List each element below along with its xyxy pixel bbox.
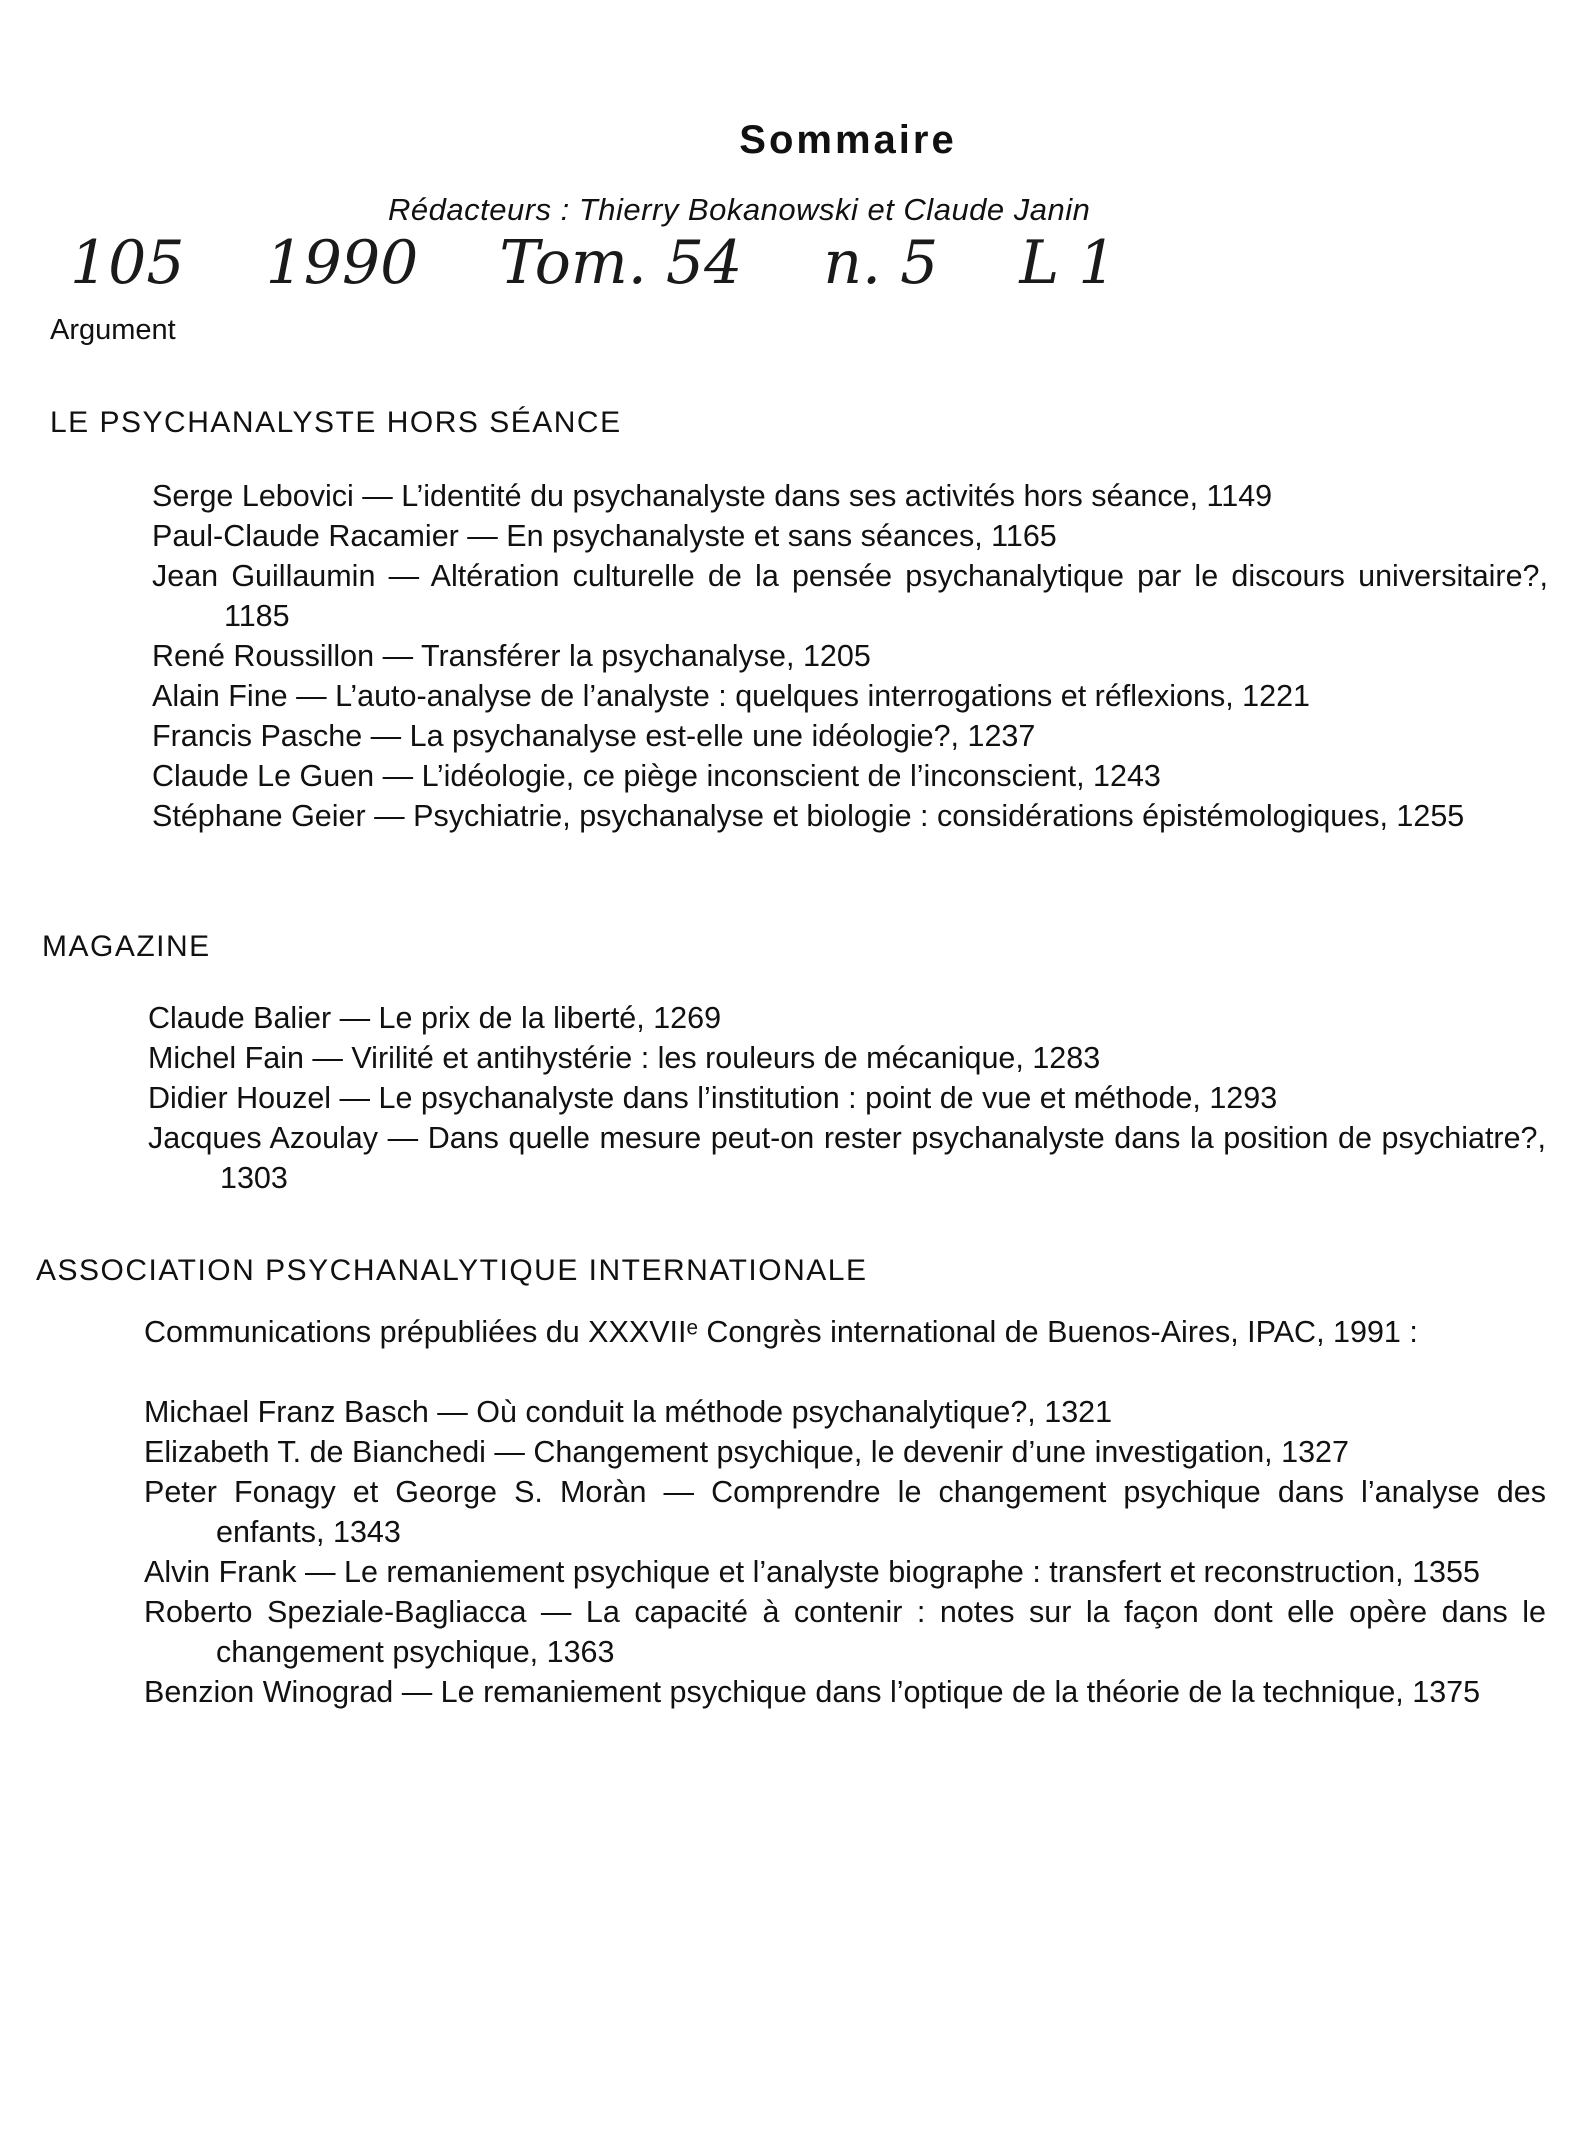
handwritten-annotation: [70, 228, 1178, 298]
section-entries-psychanalyste: [152, 476, 1548, 836]
toc-entry: Stéphane Geier — Psychiatrie, psychanalyse et biologie : considérations épistémologiques, 1255: [152, 799, 1465, 833]
handwritten-code: L 1: [1019, 228, 1117, 298]
toc-entry: Peter Fonagy et George S. Moràn — Comprendre le changement psychique dans l’analyse des enfants, 1343: [144, 1475, 1546, 1549]
congress-intro: Communications prépubliées du XXXVIIᵉ Congrès international de Buenos-Aires, IPAC, 1991 :: [144, 1315, 1418, 1349]
toc-entry: Paul-Claude Racamier — En psychanalyste et sans séances, 1165: [152, 519, 1057, 553]
toc-entry: Jean Guillaumin — Altération culturelle de la pensée psychanalytique par le discours universitaire?, 1185: [152, 559, 1548, 633]
handwritten-number: 105: [70, 228, 185, 298]
toc-entry: Elizabeth T. de Bianchedi — Changement psychique, le devenir d’une investigation, 1327: [144, 1435, 1349, 1469]
section-entries-magazine: [148, 998, 1546, 1198]
argument-label: Argument: [50, 314, 176, 346]
toc-entry: Francis Pasche — La psychanalyse est-elle une idéologie?, 1237: [152, 719, 1036, 753]
toc-entry: Claude Balier — Le prix de la liberté, 1269: [148, 1001, 722, 1035]
toc-entry: Claude Le Guen — L’idéologie, ce piège inconscient de l’inconscient, 1243: [152, 759, 1161, 793]
toc-entry: Alvin Frank — Le remaniement psychique et l’analyste biographe : transfert et reconstruction, 1355: [144, 1555, 1480, 1589]
section-entries-association: [144, 1312, 1546, 1712]
toc-entry: Didier Houzel — Le psychanalyste dans l’institution : point de vue et méthode, 1293: [148, 1081, 1278, 1115]
section-heading-magazine: MAGAZINE: [42, 930, 211, 963]
section-heading-association: ASSOCIATION PSYCHANALYTIQUE INTERNATIONALE: [36, 1254, 868, 1287]
editors-line: Rédacteurs : Thierry Bokanowski et Claude Janin: [388, 192, 1091, 227]
toc-entry: René Roussillon — Transférer la psychanalyse, 1205: [152, 639, 871, 673]
toc-entry: Roberto Speziale-Bagliacca — La capacité à contenir : notes sur la façon dont elle opère dans le changement psychique, 1363: [144, 1595, 1546, 1669]
handwritten-year: 1990: [265, 228, 419, 298]
toc-entry: Alain Fine — L’auto-analyse de l’analyste : quelques interrogations et réflexions, 1221: [152, 679, 1311, 713]
toc-entry: Jacques Azoulay — Dans quelle mesure peut-on rester psychanalyste dans la position de psychiatre?, 1303: [148, 1121, 1546, 1195]
toc-entry: Michael Franz Basch — Où conduit la méthode psychanalytique?, 1321: [144, 1395, 1113, 1429]
handwritten-tome: Tom. 54: [499, 228, 743, 298]
toc-entry: Benzion Winograd — Le remaniement psychique dans l’optique de la théorie de la technique, 1375: [144, 1675, 1481, 1709]
toc-entry: Michel Fain — Virilité et antihystérie : les rouleurs de mécanique, 1283: [148, 1041, 1101, 1075]
handwritten-issue: n. 5: [823, 228, 939, 298]
toc-entry: Serge Lebovici — L’identité du psychanalyste dans ses activités hors séance, 1149: [152, 479, 1273, 513]
page-title: Sommaire: [739, 118, 957, 162]
section-heading-psychanalyste: LE PSYCHANALYSTE HORS SÉANCE: [50, 406, 622, 439]
